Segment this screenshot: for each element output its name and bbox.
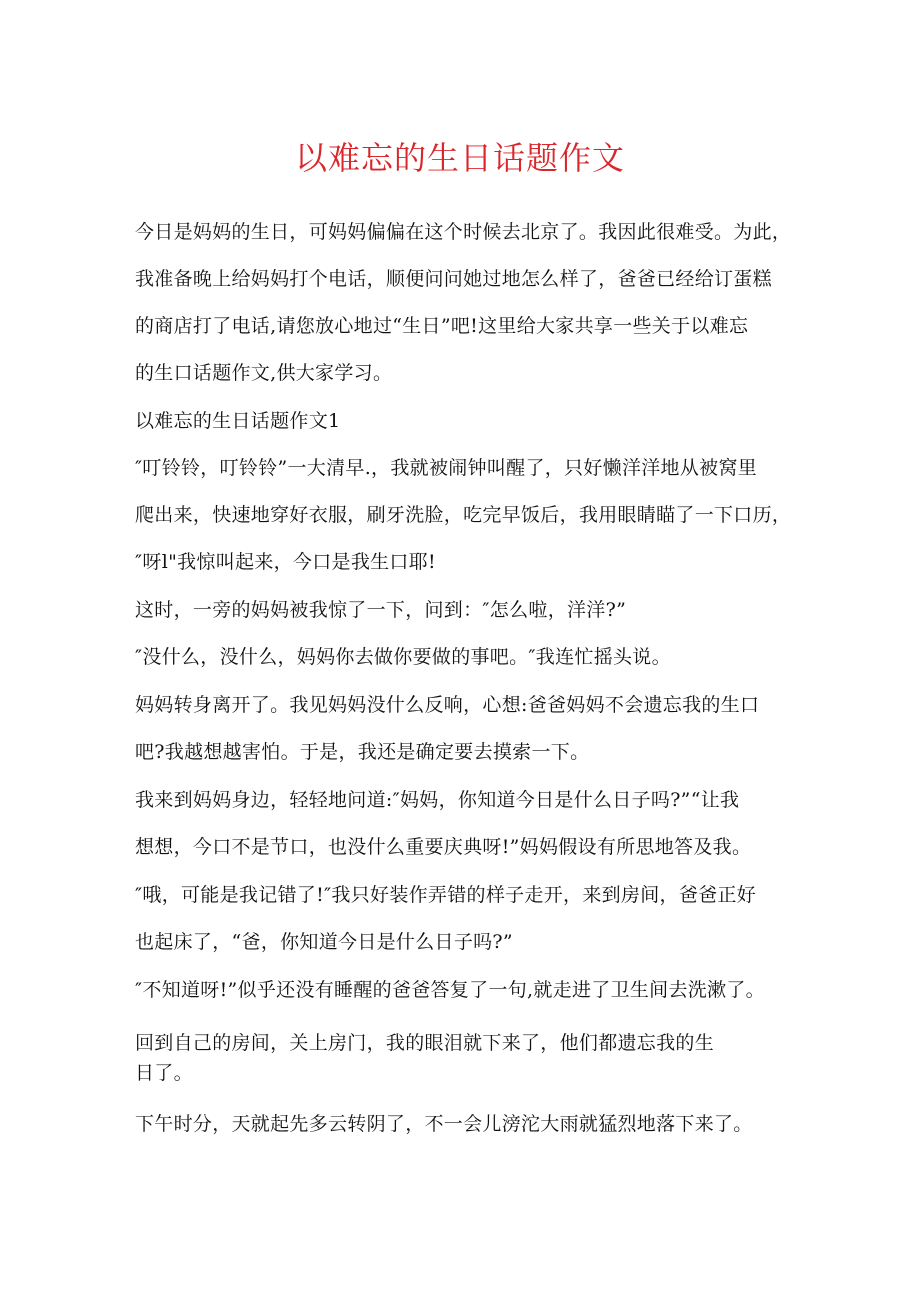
paragraph-line: 的商店打了电话,请您放心地过“生日”吧!这里给大家共享一些关于以难忘 bbox=[135, 315, 749, 337]
paragraph-line: ″呀l"我惊叫起来，今口是我生口耶! bbox=[135, 551, 436, 573]
paragraph-line: 妈妈转身离开了。我见妈妈没什么反响，心想:爸爸妈妈不会遗忘我的生口 bbox=[135, 694, 760, 716]
paragraph-line: 这时，一旁的妈妈被我惊了一下，问到：″怎么啦，洋洋?” bbox=[135, 599, 627, 621]
paragraph-line: 我来到妈妈身边，轻轻地问道:″妈妈，你知道今日是什么日子吗?”“让我 bbox=[135, 789, 740, 811]
section-heading: 以难忘的生日话题作文1 bbox=[135, 410, 341, 432]
paragraph-line: 也起床了，“爸，你知道今日是什么日子吗?” bbox=[135, 931, 513, 953]
paragraph-line: ″不知道呀!”似乎还没有睡醒的爸爸答复了一句,就走进了卫生间去洗漱了。 bbox=[135, 979, 765, 1001]
paragraph-line: 今日是妈妈的生日，可妈妈偏偏在这个时候去北京了。我因此很难受。为此， bbox=[135, 221, 792, 243]
paragraph-line: ″叮铃铃，叮铃铃”一大清早.，我就被闹钟叫醒了，只好懒洋洋地从被窝里 bbox=[135, 457, 758, 479]
paragraph-line: 回到自己的房间，关上房门，我的眼泪就下来了，他们都遗忘我的生 bbox=[135, 1032, 715, 1054]
paragraph-line: 日了。 bbox=[135, 1062, 193, 1084]
paragraph-line: ″哦，可能是我记错了!″我只好装作弄错的样子走开，来到房间，爸爸正好 bbox=[135, 884, 757, 906]
paragraph-line: 爬出来，快速地穿好衣服，刷牙洗脸，吃完早饭后，我用眼睛瞄了一下口历， bbox=[135, 504, 792, 526]
paragraph-line: 想想，今口不是节口，也没什么重要庆典呀!”妈妈假设有所思地答及我。 bbox=[135, 836, 752, 858]
paragraph-line: 吧?我越想越害怕。于是，我还是确定要去摸索一下。 bbox=[135, 741, 590, 763]
paragraph-line: 我准备晚上给妈妈打个电话，顺便问问她过地怎么样了，爸爸已经给订蛋糕 bbox=[135, 268, 772, 290]
paragraph-line: ″没什么，没什么，妈妈你去做你要做的事吧。″我连忙摇头说。 bbox=[135, 646, 671, 668]
paragraph-line: 的生口话题作文,供大家学习。 bbox=[135, 362, 393, 384]
document-title: 以难忘的生日话题作文 bbox=[294, 139, 625, 177]
paragraph-line: 下午时分，天就起先多云转阴了，不一会儿滂沱大雨就猛烈地落下来了。 bbox=[135, 1113, 753, 1135]
